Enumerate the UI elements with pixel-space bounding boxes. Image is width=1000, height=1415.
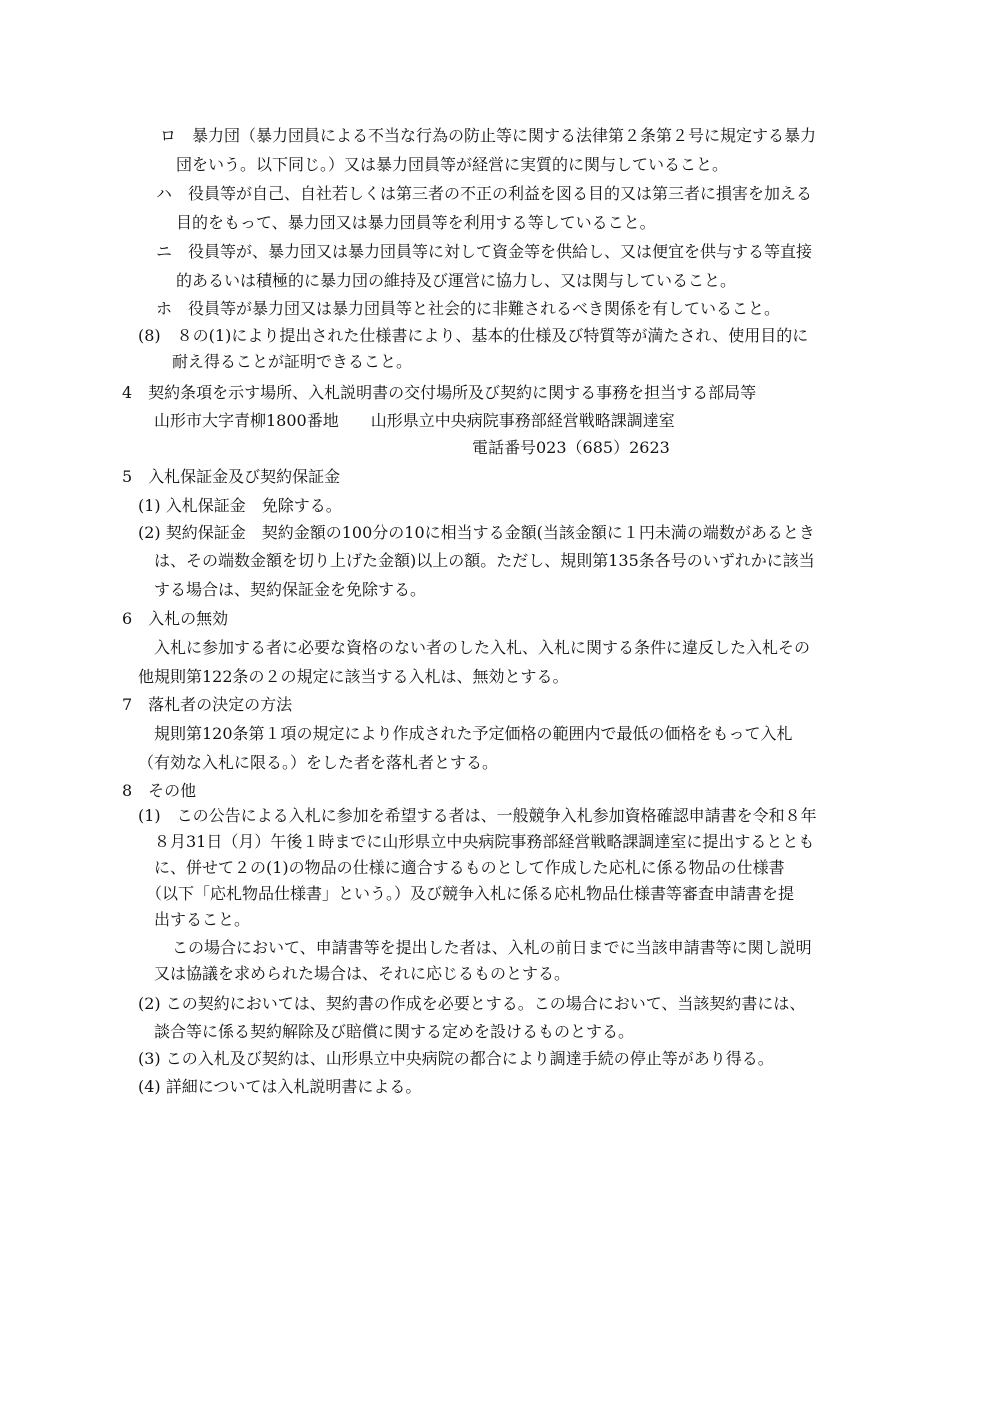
section-4-phone: 電話番号023（685）2623 [472, 438, 670, 457]
section-8-item-2-line-1: (2) この契約においては、契約書の作成を必要とする。この場合において、当該契約書には、 [138, 994, 806, 1013]
item-ro-line-2: 団をいう。以下同じ。）又は暴力団員等が経営に実質的に関与していること。 [176, 155, 729, 174]
item-ro-line-1: ロ 暴力団（暴力団員による不当な行為の防止等に関する法律第２条第２号に規定する暴力 [160, 126, 817, 145]
section-5-item-1: (1) 入札保証金 免除する。 [138, 496, 342, 515]
section-6-heading: 6 入札の無効 [122, 609, 229, 628]
section-8-item-1-line-1: (1) この公告による入札に参加を希望する者は、一般競争入札参加資格確認申請書を令和８年 [138, 806, 817, 825]
section-8-item-1-para-2-line-2: 又は協議を求められた場合は、それに応じるものとする。 [154, 964, 571, 983]
section-7-line-2: （有効な入札に限る。）をした者を落札者とする。 [138, 753, 499, 772]
item-ha-line-2: 目的をもって、暴力団又は暴力団員等を利用する等していること。 [176, 213, 656, 232]
section-8-item-1-line-2: ８月31日（月）午後１時までに山形県立中央病院事務部経営戦略課調達室に提出するととも [154, 832, 815, 851]
section-7-heading: 7 落札者の決定の方法 [122, 695, 293, 714]
section-7-line-1: 規則第120条第１項の規定により作成された予定価格の範囲内で最低の価格をもって入札 [154, 724, 793, 743]
section-8-item-3: (3) この入札及び契約は、山形県立中央病院の都合により調達手続の停止等があり得る。 [138, 1049, 774, 1068]
item-ho-line: ホ 役員等が暴力団又は暴力団員等と社会的に非難されるべき関係を有していること。 [156, 299, 781, 318]
section-5-item-2-line-3: する場合は、契約保証金を免除する。 [154, 580, 427, 599]
section-8-item-1-para-2-line-1: この場合において、申請書等を提出した者は、入札の前日までに当該申請書等に関し説明 [172, 938, 812, 957]
section-4-address: 山形市大字青柳1800番地 山形県立中央病院事務部経営戦略課調達室 [154, 411, 675, 430]
item-ni-line-1: ニ 役員等が、暴力団又は暴力団員等に対して資金等を供給し、又は便宜を供与する等直接 [156, 242, 813, 261]
section-8-item-4: (4) 詳細については入札説明書による。 [138, 1077, 422, 1096]
item-ni-line-2: 的あるいは積極的に暴力団の維持及び運営に協力し、又は関与していること。 [176, 271, 737, 290]
section-8-item-1-line-5: 出すること。 [154, 910, 251, 929]
section-8-item-1-line-4: （以下「応札物品仕様書」という。）及び競争入札に係る応札物品仕様書等審査申請書を提 [146, 884, 795, 903]
section-5-heading: 5 入札保証金及び契約保証金 [122, 467, 341, 486]
section-8-item-1-line-3: に、併せて２の(1)の物品の仕様に適合するものとして作成した応札に係る物品の仕様書 [154, 858, 785, 877]
item-ha-line-1: ハ 役員等が自己、自社若しくは第三者の不正の利益を図る目的又は第三者に損害を加える [156, 184, 813, 203]
item-8-line-1: (8) ８の(1)により提出された仕様書により、基本的仕様及び特質等が満たされ、使用目的に [138, 326, 809, 345]
section-4-heading: 4 契約条項を示す場所、入札説明書の交付場所及び契約に関する事務を担当する部局等 [122, 383, 757, 402]
section-8-heading: 8 その他 [122, 781, 197, 800]
item-8-line-2: 耐え得ることが証明できること。 [172, 352, 413, 371]
section-6-line-1: 入札に参加する者に必要な資格のない者のした入札、入札に関する条件に違反した入札その [154, 638, 811, 657]
section-5-item-2-line-2: は、その端数金額を切り上げた金額)以上の額。ただし、規則第135条各号のいずれかに該当 [154, 551, 815, 570]
section-8-item-2-line-2: 談合等に係る契約解除及び賠償に関する定めを設けるものとする。 [154, 1022, 635, 1041]
section-6-line-2: 他規則第122条の２の規定に該当する入札は、無効とする。 [138, 667, 569, 686]
section-5-item-2-line-1: (2) 契約保証金 契約金額の100分の10に相当する金額(当該金額に１円未満の端数があるとき [138, 523, 815, 542]
